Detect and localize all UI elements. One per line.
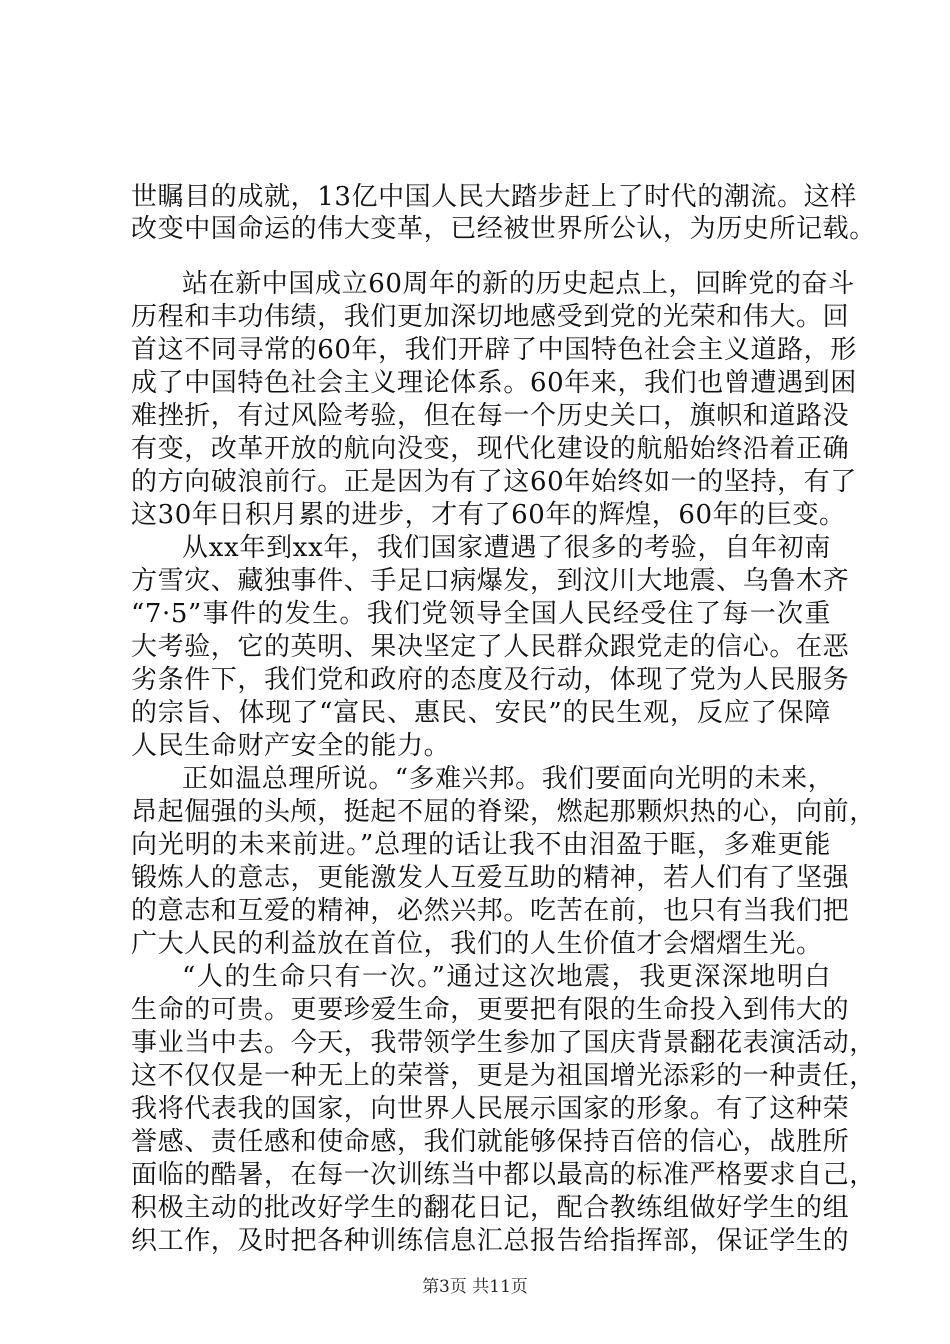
text-line: 首这不同寻常的60年，我们开辟了中国特色社会主义道路，形 bbox=[131, 335, 857, 365]
text-line: 的方向破浪前行。正是因为有了这60年始终如一的坚持，有了 bbox=[131, 467, 857, 497]
text-line: 世瞩目的成就，13亿中国人民大踏步赶上了时代的潮流。这样 bbox=[131, 182, 857, 212]
text-line: 历程和丰功伟绩，我们更加深切地感受到党的光荣和伟大。回 bbox=[131, 302, 850, 332]
text-line: 的意志和互爱的精神，必然兴邦。吃苦在前，也只有当我们把 bbox=[131, 896, 850, 926]
text-line: 大考验，它的英明、果决坚定了人民群众跟党走的信心。在恶 bbox=[131, 632, 850, 662]
text-line: 事业当中去。今天，我带领学生参加了国庆背景翻花表演活动， bbox=[131, 1028, 876, 1058]
paragraph-start-line: 正如温总理所说。“多难兴邦。我们要面向光明的未来， bbox=[182, 764, 835, 794]
text-line: 成了中国特色社会主义理论体系。60年来，我们也曾遭遇到困 bbox=[131, 368, 857, 398]
text-line: 昂起倔强的头颅，挺起不屈的脊梁，燃起那颗炽热的心，向前， bbox=[131, 797, 876, 827]
text-line: “7·5”事件的发生。我们党领导全国人民经受住了每一次重 bbox=[131, 599, 831, 629]
paragraph-start-line: “人的生命只有一次。”通过这次地震，我更深深地明白 bbox=[182, 962, 831, 992]
text-line: 难挫折，有过风险考验，但在每一个历史关口，旗帜和道路没 bbox=[131, 401, 850, 431]
paragraph-start-line: 从xx年到xx年，我们国家遭遇了很多的考验，自年初南 bbox=[182, 533, 831, 563]
text-line: 广大人民的利益放在首位，我们的人生价值才会熠熠生光。 bbox=[131, 929, 823, 959]
text-line: 我将代表我的国家，向世界人民展示国家的形象。有了这种荣 bbox=[131, 1094, 850, 1124]
text-line: 有变，改革开放的航向没变，现代化建设的航船始终沿着正确 bbox=[131, 434, 850, 464]
text-line: 生命的可贵。更要珍爱生命，更要把有限的生命投入到伟大的 bbox=[131, 995, 850, 1025]
text-line: 积极主动的批改好学生的翻花日记，配合教练组做好学生的组 bbox=[131, 1193, 850, 1223]
paragraph-start-line: 站在新中国成立60周年的新的历史起点上，回眸党的奋斗 bbox=[182, 269, 855, 299]
text-line: 的宗旨、体现了“富民、惠民、安民”的民生观，反应了保障 bbox=[131, 698, 831, 728]
text-line: 誉感、责任感和使命感，我们就能够保持百倍的信心，战胜所 bbox=[131, 1127, 850, 1157]
text-line: 劣条件下，我们党和政府的态度及行动，体现了党为人民服务 bbox=[131, 665, 850, 695]
text-line: 改变中国命运的伟大变革，已经被世界所公认，为历史所记载。 bbox=[131, 214, 876, 244]
text-line: 向光明的未来前进。”总理的话让我不由泪盈于眶，多难更能 bbox=[131, 830, 831, 860]
text-line: 面临的酷暑，在每一次训练当中都以最高的标准严格要求自己， bbox=[131, 1160, 876, 1190]
text-line: 人民生命财产安全的能力。 bbox=[131, 731, 451, 761]
text-line: 织工作，及时把各种训练信息汇总报告给指挥部，保证学生的 bbox=[131, 1226, 850, 1256]
text-line: 锻炼人的意志，更能激发人互爱互助的精神，若人们有了坚强 bbox=[131, 863, 850, 893]
text-line: 方雪灾、藏独事件、手足口病爆发，到汶川大地震、乌鲁木齐 bbox=[131, 566, 850, 596]
text-line: 这30年日积月累的进步，才有了60年的辉煌，60年的巨变。 bbox=[131, 500, 846, 530]
text-line: 这不仅仅是一种无上的荣誉，更是为祖国增光添彩的一种责任， bbox=[131, 1061, 876, 1091]
page-number-footer: 第3页 共11页 bbox=[422, 1277, 528, 1297]
